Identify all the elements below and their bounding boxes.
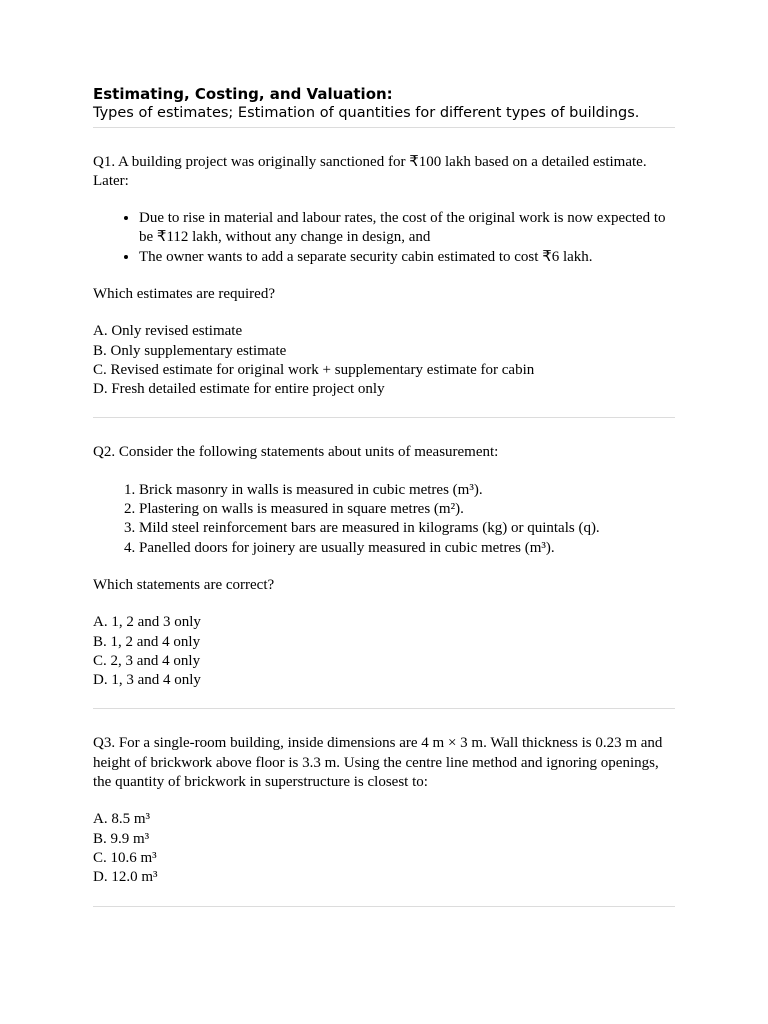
option-c: C. Revised estimate for original work + supplementary estimate for cabin bbox=[93, 361, 535, 378]
question-1 bbox=[93, 153, 675, 400]
option-b: B. 1, 2 and 4 only bbox=[93, 633, 201, 650]
question-3 bbox=[93, 734, 675, 887]
option-a: A. 8.5 m³ bbox=[93, 811, 150, 828]
question-2-statement-list bbox=[93, 481, 675, 558]
list-item: 4. Panelled doors for joinery are usually measured in cubic metres (m³). bbox=[139, 539, 675, 558]
list-item: • Due to rise in material and labour rates, the cost of the original work is now expected to be ₹112 lakh, without any change in design, and bbox=[139, 209, 675, 248]
document-page bbox=[93, 84, 675, 907]
question-3-stem: Q3. For a single-room building, inside dimensions are 4 m × 3 m. Wall thickness is 0.23 m and height of brickwork above floor is 3.3 m. Using the centre line method and ignoring openings, the quantity of brickwork in superstructure is closest to: bbox=[93, 735, 663, 791]
question-2-prompt: Which statements are correct? bbox=[93, 576, 275, 593]
option-d: D. 1, 3 and 4 only bbox=[93, 672, 201, 689]
header-divider bbox=[93, 127, 675, 128]
question-1-bullet-list bbox=[93, 209, 675, 267]
question-3-options bbox=[93, 810, 675, 887]
question-1-options bbox=[93, 322, 675, 399]
option-b: B. 9.9 m³ bbox=[93, 830, 150, 847]
option-c: C. 10.6 m³ bbox=[93, 849, 157, 866]
option-d: D. Fresh detailed estimate for entire project only bbox=[93, 381, 385, 398]
page-subtitle: Types of estimates; Estimation of quantities for different types of buildings. bbox=[93, 105, 640, 121]
option-d: D. 12.0 m³ bbox=[93, 869, 158, 886]
question-divider bbox=[93, 906, 675, 907]
question-1-prompt: Which estimates are required? bbox=[93, 285, 275, 302]
question-2 bbox=[93, 443, 675, 690]
option-b: B. Only supplementary estimate bbox=[93, 342, 287, 359]
question-2-stem: Q2. Consider the following statements about units of measurement: bbox=[93, 444, 499, 461]
list-item: • The owner wants to add a separate security cabin estimated to cost ₹6 lakh. bbox=[139, 248, 675, 267]
question-1-stem: Q1. A building project was originally sanctioned for ₹100 lakh based on a detailed estimate. Later: bbox=[93, 153, 647, 189]
option-a: A. Only revised estimate bbox=[93, 323, 243, 340]
page-title: Estimating, Costing, and Valuation: bbox=[93, 85, 393, 103]
question-divider bbox=[93, 708, 675, 709]
list-item: 2. Plastering on walls is measured in square metres (m²). bbox=[139, 500, 675, 519]
question-2-options bbox=[93, 613, 675, 690]
list-item: 3. Mild steel reinforcement bars are measured in kilograms (kg) or quintals (q). bbox=[139, 519, 675, 538]
option-c: C. 2, 3 and 4 only bbox=[93, 652, 201, 669]
list-item: 1. Brick masonry in walls is measured in cubic metres (m³). bbox=[139, 481, 675, 500]
option-a: A. 1, 2 and 3 only bbox=[93, 614, 201, 631]
question-divider bbox=[93, 417, 675, 418]
